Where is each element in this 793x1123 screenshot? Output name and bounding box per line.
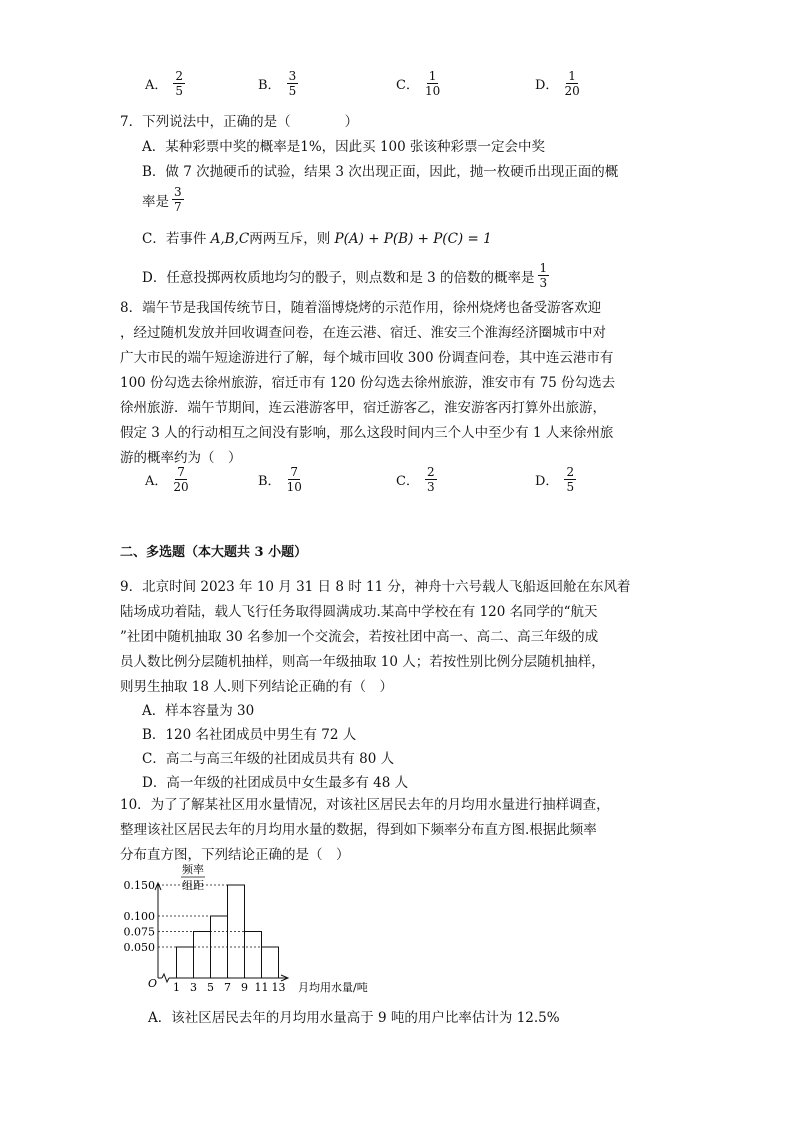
q8-option-a[interactable] bbox=[145, 466, 189, 493]
q10-option-a[interactable]: A．该社区居民去年的月均用水量高于 9 吨的用户比率估计为 12.5% bbox=[148, 1010, 560, 1026]
x-tick-label: 13 bbox=[271, 981, 286, 994]
q7-d-fraction bbox=[538, 262, 550, 289]
option-fraction bbox=[425, 466, 437, 493]
q9-line: 则男生抽取 18 人.则下列结论正确的有（ ） bbox=[120, 679, 394, 695]
q7-option-b-cont bbox=[142, 186, 184, 213]
y-tick-label: 0.050 bbox=[123, 941, 155, 954]
q9-option-a[interactable]: A．样本容量为 30 bbox=[142, 703, 255, 719]
q9-option-b[interactable]: B．120 名社团成员中男生有 72 人 bbox=[142, 727, 357, 743]
option-fraction bbox=[287, 466, 302, 493]
option-letter: A． bbox=[145, 78, 168, 93]
x-axis-label: 月均用水量/吨 bbox=[298, 981, 368, 994]
numerator: 7 bbox=[290, 465, 299, 479]
denominator: 7 bbox=[174, 200, 182, 214]
option-fraction bbox=[287, 70, 299, 97]
histogram-bar bbox=[262, 947, 279, 978]
histogram-bar bbox=[194, 932, 211, 979]
q8-line: ，经过随机发放并回收调查问卷，在连云港、宿迁、淮安三个淮海经济圈城市中对 bbox=[120, 325, 606, 341]
option-letter: B． bbox=[258, 78, 281, 93]
q7-c-events: A,B,C bbox=[210, 231, 250, 247]
y-axis-label-top: 频率 bbox=[182, 863, 204, 876]
option-fraction bbox=[564, 466, 576, 493]
option-fraction bbox=[564, 70, 579, 97]
y-axis-label-bottom: 组距 bbox=[182, 879, 204, 892]
numerator: 7 bbox=[177, 465, 185, 479]
q7-option-a[interactable]: A．某种彩票中奖的概率是1%，因此买 100 张该种彩票一定会中奖 bbox=[142, 139, 546, 155]
q6-option-c[interactable] bbox=[396, 70, 440, 97]
y-tick-label: 0.150 bbox=[123, 879, 155, 892]
q7-b-text: 率是 bbox=[142, 193, 169, 210]
option-letter: D． bbox=[535, 474, 559, 489]
q10-line: 分布直方图，下列结论正确的是（ ） bbox=[120, 847, 350, 863]
histogram-bar bbox=[177, 947, 194, 978]
q6-option-a[interactable] bbox=[145, 70, 185, 97]
x-tick-label: 7 bbox=[224, 981, 231, 994]
numerator: 2 bbox=[175, 69, 184, 83]
q10-line: 10．为了了解某社区用水量情况，对该社区居民去年的月均用水量进行抽样调查， bbox=[120, 797, 610, 813]
q6-option-b[interactable] bbox=[258, 70, 298, 97]
q9-line: 员人数比例分层随机抽样，则高一年级抽取 10 人；若按性别比例分层随机抽样， bbox=[120, 654, 605, 670]
q7-d-text: D．任意投掷两枚质地均匀的骰子，则点数和是 3 的倍数的概率是 bbox=[142, 269, 535, 286]
x-tick-label: 1 bbox=[173, 981, 180, 994]
x-tick-label: 11 bbox=[254, 981, 269, 994]
q8-line: 8．端午节是我国传统节日，随着淄博烧烤的示范作用，徐州烧烤也备受游客欢迎 bbox=[120, 300, 602, 316]
q7-stem: 7．下列说法中，正确的是（ ） bbox=[120, 114, 359, 130]
q7-option-b[interactable]: B．做 7 次抛硬币的试验，结果 3 次出现正面，因此，抛一枚硬币出现正面的概 bbox=[142, 164, 619, 180]
frequency-histogram bbox=[123, 862, 430, 997]
option-fraction bbox=[425, 70, 440, 97]
q9-option-c[interactable]: C．高二与高三年级的社团成员共有 80 人 bbox=[142, 751, 395, 767]
q8-line: 假定 3 人的行动相互之间没有影响，那么这段时间内三个人中至少有 1 人来徐州旅 bbox=[120, 425, 614, 441]
y-tick-label: 0.075 bbox=[123, 925, 155, 939]
section-heading: 二、多选题（本大题共 3 小题） bbox=[120, 545, 308, 560]
option-letter: A． bbox=[145, 474, 168, 489]
y-tick-label: 0.100 bbox=[123, 910, 155, 923]
origin-label: O bbox=[148, 977, 158, 990]
option-letter: C． bbox=[396, 474, 419, 489]
q7-option-d[interactable] bbox=[142, 262, 549, 289]
histogram-bar bbox=[245, 932, 262, 979]
numerator: 2 bbox=[566, 465, 575, 479]
option-letter: C． bbox=[396, 78, 419, 93]
denominator: 3 bbox=[539, 276, 548, 290]
denominator: 20 bbox=[564, 84, 580, 98]
q6-option-d[interactable] bbox=[535, 70, 580, 97]
q9-line: ”社团中随机抽取 30 名参加一个交流会，若按社团中高一、高二、高三年级的成 bbox=[120, 629, 599, 645]
denominator: 3 bbox=[426, 480, 435, 494]
x-tick-label: 5 bbox=[207, 981, 214, 994]
q8-option-b[interactable] bbox=[258, 466, 302, 493]
x-tick-label: 9 bbox=[241, 981, 248, 994]
q9-line: 陆场成功着陆，载人飞行任务取得圆满成功.某高中学校在有 120 名同学的“航天 bbox=[120, 604, 598, 620]
q8-line: 徐州旅游．端午节期间，连云港游客甲，宿迁游客乙，淮安游客丙打算外出旅游， bbox=[120, 400, 606, 416]
q8-option-c[interactable] bbox=[396, 466, 437, 493]
q7-option-c[interactable] bbox=[142, 227, 492, 247]
numerator: 1 bbox=[568, 69, 576, 83]
denominator: 10 bbox=[424, 84, 441, 98]
numerator: 3 bbox=[174, 185, 182, 199]
q7-c-mid: 两两互斥，则 bbox=[249, 231, 331, 247]
numerator: 1 bbox=[539, 261, 548, 275]
denominator: 5 bbox=[288, 84, 297, 98]
denominator: 10 bbox=[286, 480, 302, 494]
q8-line: 游的概率约为（ ） bbox=[120, 450, 242, 466]
q8-line: 广大市民的端午短途游进行了解，每个城市回收 300 份调查问卷，其中连云港市有 bbox=[120, 350, 614, 366]
q7-b-fraction bbox=[172, 186, 184, 213]
q9-line: 9．北京时间 2023 年 10 月 31 日 8 时 11 分，神舟十六号载人飞船返回舱在东风着 bbox=[120, 579, 631, 595]
q9-option-d[interactable]: D．高一年级的社团成员中女生最多有 48 人 bbox=[142, 775, 409, 791]
option-fraction bbox=[173, 466, 188, 493]
denominator: 5 bbox=[175, 84, 184, 98]
option-fraction bbox=[173, 70, 185, 97]
q8-option-d[interactable] bbox=[535, 466, 576, 493]
denominator: 20 bbox=[173, 480, 189, 494]
option-letter: D． bbox=[535, 78, 559, 93]
q7-c-formula: P(A) + P(B) + P(C) = 1 bbox=[334, 231, 492, 247]
option-letter: B． bbox=[258, 474, 281, 489]
numerator: 2 bbox=[426, 465, 435, 479]
q8-line: 100 份勾选去徐州旅游，宿迁市有 120 份勾选去徐州旅游，淮安市有 75 份勾选去 bbox=[120, 375, 616, 391]
numerator: 1 bbox=[428, 69, 437, 83]
numerator: 3 bbox=[288, 69, 297, 83]
denominator: 5 bbox=[566, 480, 575, 494]
q7-c-prefix: C．若事件 bbox=[142, 231, 207, 247]
q10-line: 整理该社区居民去年的月均用水量的数据，得到如下频率分布直方图.根据此频率 bbox=[120, 822, 597, 838]
x-axis-break bbox=[162, 974, 169, 982]
x-tick-label: 3 bbox=[190, 981, 197, 994]
